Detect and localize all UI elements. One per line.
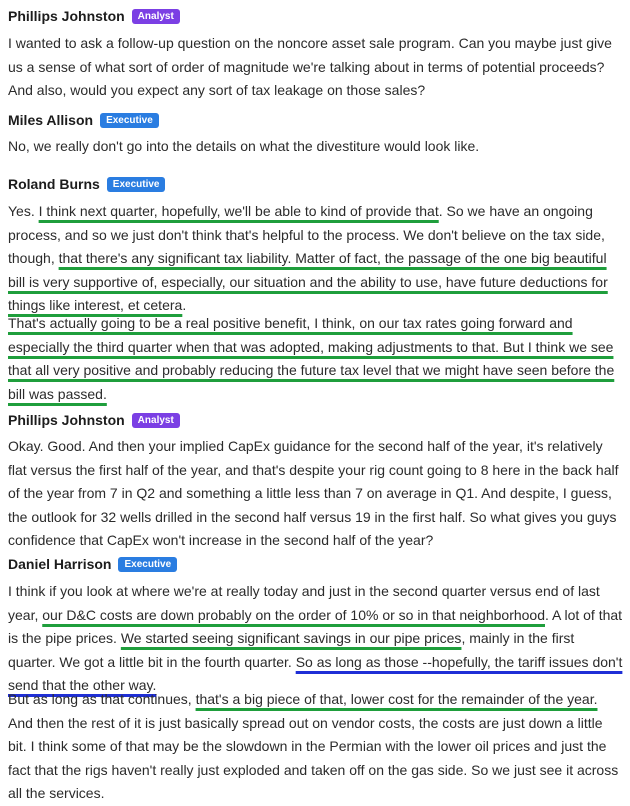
transcript-paragraph [8, 688, 624, 806]
speaker-header [8, 554, 177, 574]
speaker-name: Daniel Harrison [8, 556, 112, 572]
transcript-paragraph [8, 32, 624, 103]
speaker-name: Miles Allison [8, 112, 94, 128]
speaker-header [8, 410, 180, 430]
transcript-text: And then the rest of it is just basically spread out on vendor costs, the costs are just down a little bit. I think some of that may be the slowdown in the Permian with the lower oil prices and just the fact that the rigs haven't really just exploded and taken off on the gas side. So we just see it across all the services. [8, 714, 619, 801]
highlighted-quote: that's a big piece of that, lower cost for the remainder of the year. [195, 691, 598, 707]
highlighted-quote: I think next quarter, hopefully, we'll be able to kind of provide that [38, 203, 439, 219]
role-badge: Executive [100, 113, 159, 128]
transcript-paragraph [8, 135, 624, 159]
highlighted-quote: We started seeing significant savings in our pipe prices [120, 630, 462, 646]
highlighted-quote: that there's any significant tax liability. Matter of fact, the passage of the one big beautiful bill is very supportive of, especially, our situation and the ability to use, have future deductions for things like interest, et cetera [8, 250, 608, 313]
transcript-text: , mainly in the first quarter. We got a little bit in the fourth quarter. [8, 630, 575, 670]
speaker-name: Phillips Johnston [8, 8, 125, 24]
highlighted-quote-blue: So as long as those --hopefully, the tariff issues don't send that the other way. [8, 653, 623, 693]
transcript-text: Yes. [8, 203, 39, 219]
highlighted-quote: That's actually going to be a real positive benefit, I think, on our tax rates going forward and especially the third quarter when that was adopted, making adjustments to that. But I think we see that all very positive and probably reducing the future tax level that we might have seen before the bill was passed. [8, 315, 615, 402]
speaker-header [8, 174, 165, 194]
transcript-text: I think if you look at where we're at really today and just in the second quarter versus end of last year, [8, 583, 600, 623]
transcript-paragraph [8, 580, 624, 698]
highlighted-quote: our D&C costs are down probably on the order of 10% or so in that neighborhood [42, 606, 545, 623]
transcript-text: No, we really don't go into the details on what the divestiture would look like. [8, 138, 480, 154]
speaker-name: Phillips Johnston [8, 412, 125, 428]
transcript-text: . A lot of that is the pipe prices. [8, 606, 623, 646]
transcript-text: But as long as that continues, [8, 691, 196, 707]
transcript-text: Okay. Good. And then your implied CapEx guidance for the second half of the year, it's relatively flat versus the first half of the year, and that's despite your rig count going to 8 here in the back half of the year from 7 in Q2 and something a little less than 7 on average in Q1. And despite, I guess, the outlook for 32 wells drilled in the second half versus 19 in the first half. So what gives you guys confidence that CapEx won't increase in the second half of the year? [8, 438, 619, 548]
transcript-text: I wanted to ask a follow-up question on the noncore asset sale program. Can you maybe just give us a sense of what sort of order of magnitude we're talking about in terms of potential proceeds? And also, would you expect any sort of tax leakage on those sales? [8, 35, 612, 98]
speaker-name: Roland Burns [8, 176, 100, 192]
role-badge: Executive [107, 177, 166, 192]
transcript-text: . [182, 297, 187, 313]
transcript-text: . So we have an ongoing process, and so we just don't think that's helpful to the process. We don't believe on the tax side, though, [8, 203, 605, 266]
speaker-header [8, 6, 180, 26]
transcript-paragraph [8, 435, 624, 553]
transcript-paragraph [8, 312, 624, 406]
role-badge: Executive [118, 557, 177, 572]
speaker-header [8, 110, 159, 130]
transcript-paragraph [8, 200, 624, 318]
role-badge: Analyst [132, 413, 180, 428]
role-badge: Analyst [132, 9, 180, 24]
